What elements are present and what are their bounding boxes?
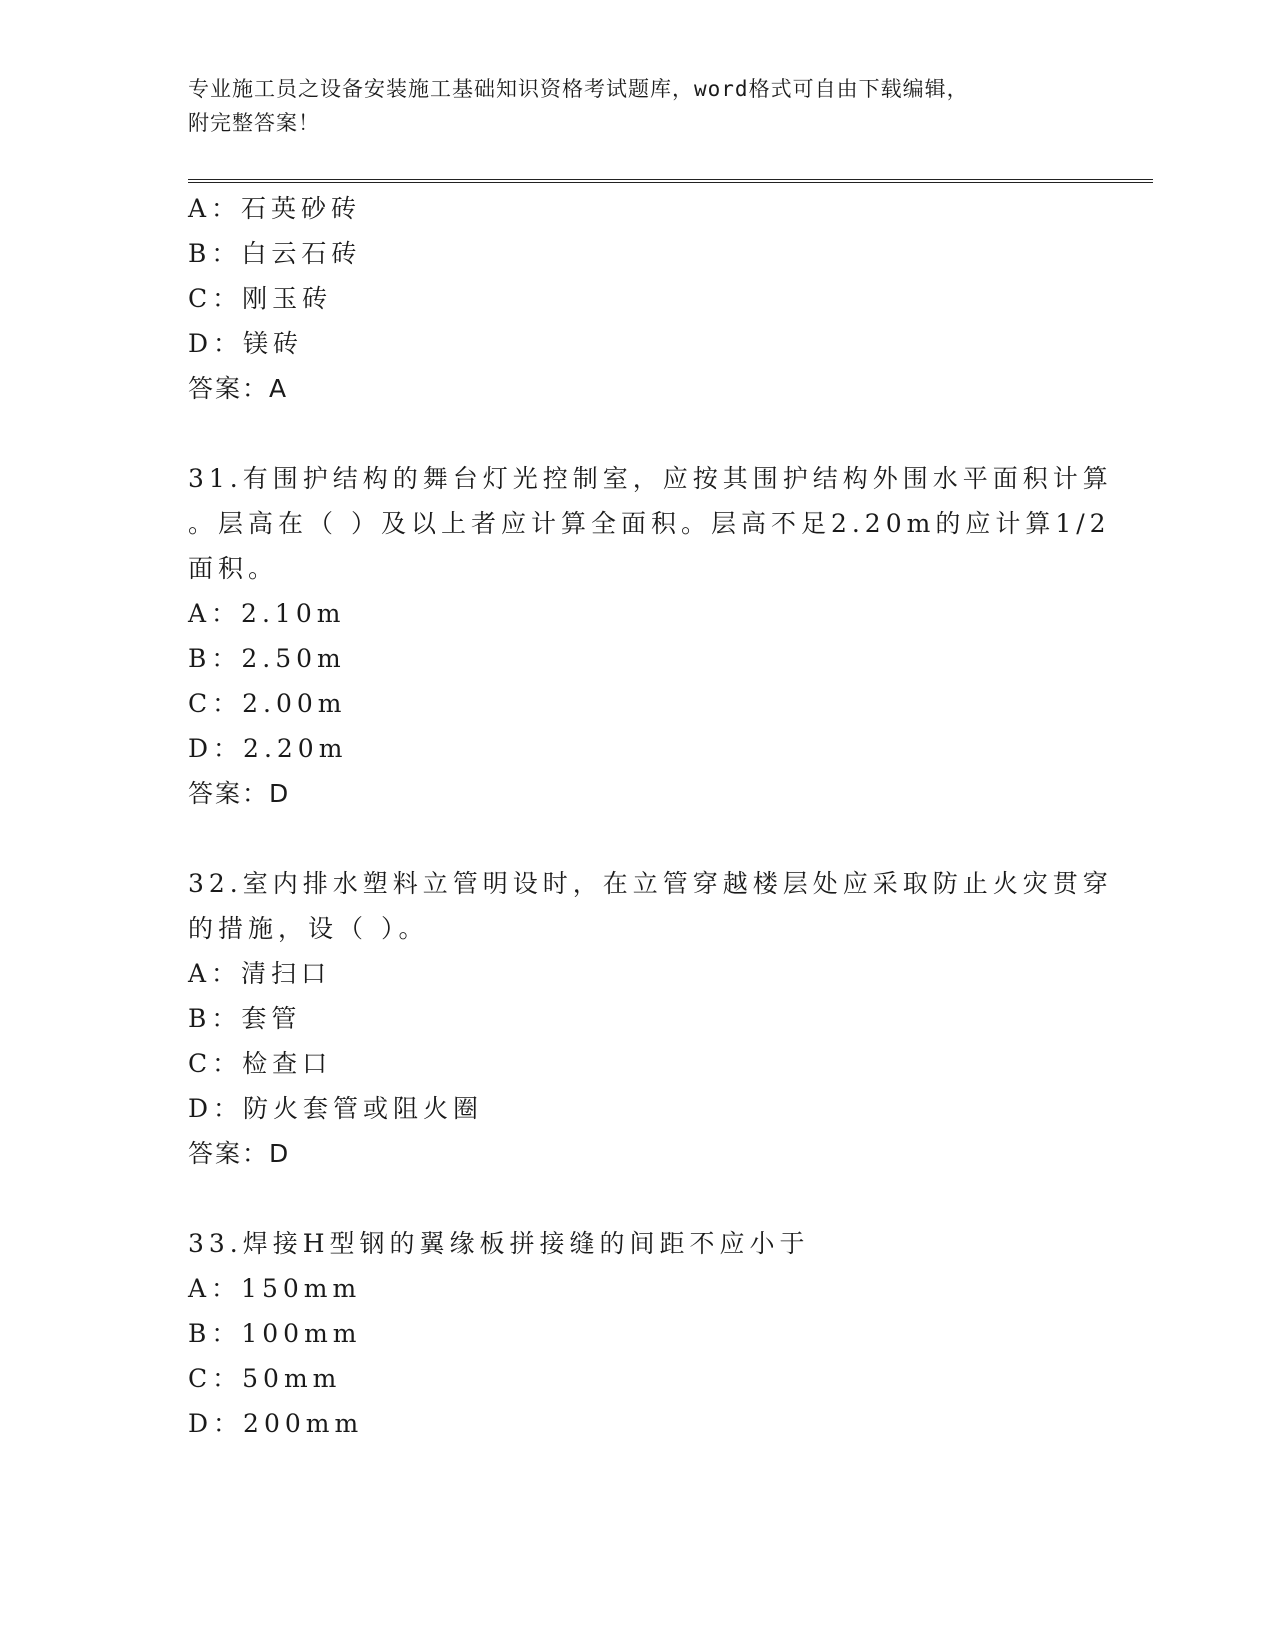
q31-stem-line-2: 。层高在（ ）及以上者应计算全面积。层高不足2.20m的应计算1/2 [188, 509, 1111, 538]
q31-stem-line-1: 31.有围护结构的舞台灯光控制室，应按其围护结构外围水平面积计算 [188, 464, 1113, 493]
q31-option-a: A：2.10m [188, 599, 346, 628]
q30-option-c: C：刚玉砖 [188, 284, 333, 313]
q31-option-b: B：2.50m [188, 644, 346, 673]
q31-stem-line-3: 面积。 [188, 554, 279, 583]
q33-option-d: D：200mm [188, 1409, 364, 1438]
header-double-rule [188, 179, 1153, 183]
header-line-1: 专业施工员之设备安装施工基础知识资格考试题库，word格式可自由下载编辑， [188, 77, 969, 101]
q30-option-b: B：白云石砖 [188, 239, 362, 268]
q33-option-b: B：100mm [188, 1319, 362, 1348]
q32-stem-line-1: 32.室内排水塑料立管明设时，在立管穿越楼层处应采取防止火灾贯穿 [188, 869, 1113, 898]
header-line-2: 附完整答案！ [188, 111, 320, 135]
q31-answer: 答案：D [188, 779, 291, 808]
q33-option-c: C：50mm [188, 1364, 342, 1393]
q32-answer: 答案：D [188, 1139, 291, 1168]
q32-option-b: B：套管 [188, 1004, 302, 1033]
q32-option-d: D：防火套管或阻火圈 [188, 1094, 484, 1123]
q31-option-c: C：2.00m [188, 689, 347, 718]
q30-option-d: D：镁砖 [188, 329, 304, 358]
q32-stem-line-2: 的措施，设（ ）。 [188, 914, 429, 943]
q32-option-c: C：检查口 [188, 1049, 333, 1078]
q32-option-a: A：清扫口 [188, 959, 332, 988]
document-header [188, 72, 1068, 140]
q30-answer: 答案：A [188, 374, 289, 403]
q30-option-a: A：石英砂砖 [188, 194, 362, 223]
q33-stem-line-1: 33.焊接H型钢的翼缘板拼接缝的间距不应小于 [188, 1229, 810, 1258]
q31-option-d: D：2.20m [188, 734, 348, 763]
q33-option-a: A：150mm [188, 1274, 362, 1303]
